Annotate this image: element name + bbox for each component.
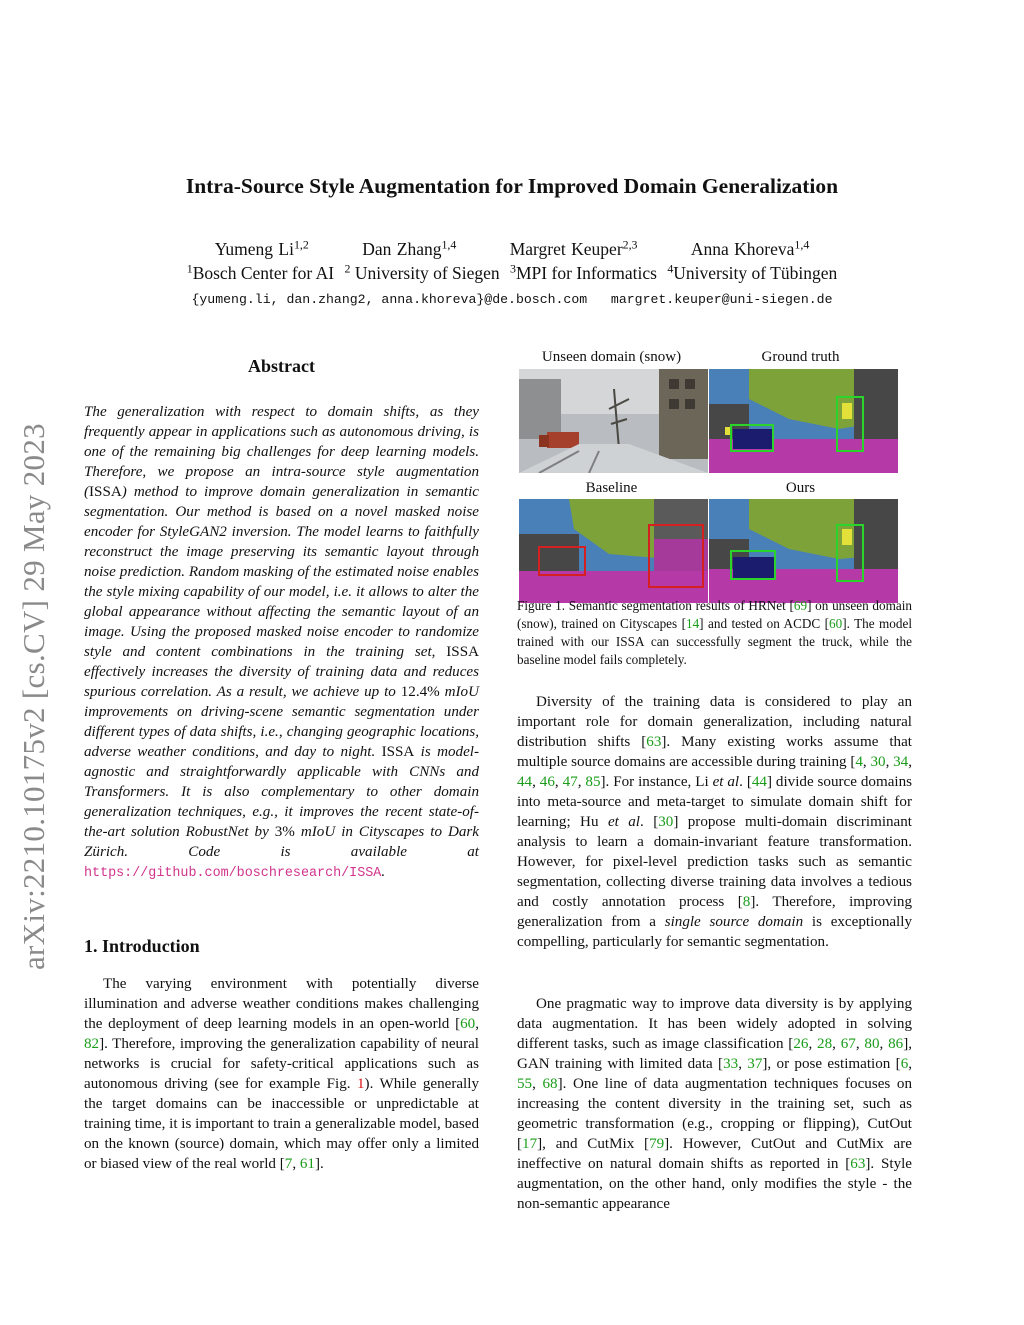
citation-link[interactable]: 63 [646, 734, 662, 750]
author-emails: {yumeng.li, dan.zhang2, anna.khoreva}@de.bosch.com margret.keuper@uni-siegen.de [191, 292, 833, 307]
citation-link[interactable]: 34 [893, 754, 909, 770]
citation-link[interactable]: 14 [685, 616, 700, 631]
affiliation-list [0, 263, 1024, 284]
arxiv-identifier: arXiv:2210.10175v2 [cs.CV] 29 May 2023 [16, 423, 51, 970]
citation-link[interactable]: 30 [870, 754, 886, 770]
citation-link[interactable]: 86 [888, 1036, 904, 1052]
author-list [0, 239, 1024, 260]
citation-link[interactable]: 26 [793, 1036, 809, 1052]
citation-link[interactable]: 85 [585, 774, 601, 790]
paper-title: Intra-Source Style Augmentation for Improved Domain Generalization [185, 174, 839, 198]
figure-panel-label: Ours [785, 480, 816, 496]
figure-panel-label: Unseen domain (snow) [541, 349, 682, 365]
citation-link[interactable]: 37 [747, 1056, 763, 1072]
citation-link[interactable]: 6 [900, 1056, 909, 1072]
figure-caption: Figure 1. Semantic segmentation results of HRNet [69] on unseen domain (snow), trained on Cityscapes [14] and tested on ACDC [60]. The model trained with our ISSA can successfully segment the truck, while the baseline model fails completely. [517, 598, 912, 667]
citation-link[interactable]: 8 [742, 894, 751, 910]
citation-link[interactable]: 63 [850, 1156, 866, 1172]
citation-link[interactable]: 7 [284, 1156, 293, 1172]
author: Dan Zhang$^{1,4}$ [362, 237, 457, 259]
citation-link[interactable]: 69 [793, 598, 808, 613]
figure-panel-label: Ground truth [761, 349, 840, 365]
ours-segmentation [709, 499, 898, 603]
citation-link[interactable]: 17 [522, 1136, 538, 1152]
citation-link[interactable]: 82 [84, 1036, 100, 1052]
figure-panel-label: Baseline [585, 480, 638, 496]
author: Anna Khoreva$^{1,4}$ [690, 237, 810, 259]
affiliation: $^1$Bosch Center for AI [186, 261, 335, 283]
baseline-segmentation [519, 499, 708, 603]
citation-link[interactable]: 55 [517, 1076, 533, 1092]
intro-paragraph: The varying environment with potentially diverse illumination and adverse weather conditions makes challenging the deployment of deep learning models in an open-world [60, 82]. Therefore, improving the generalization capability of neural networks is crucial for safety-critical applications such as autonomous driving (see for example Fig. 1). While generally the target domains can be inaccessible or unpredictable at training time, it is important to train a generalizable model, based on the known (source) domain, which may offer only a limited or biased view of the real world [7, 61]. [84, 976, 479, 1172]
affiliation: $^2$ University of Siegen [344, 261, 500, 283]
body-paragraph: One pragmatic way to improve data diversity is by applying data augmentation. It has been widely adopted in solving different tasks, such as image classification [26, 28, 67, 80, 86], GAN training with limited data [33, 37], or pose estimation [6, 55, 68]. One line of data augmentation techniques focuses on increasing the content diversity in the training set, such as geometric transformation (e.g., cropping or flipping), CutOut [17], and CutMix [79]. However, CutOut and CutMix are ineffective on natural domain shifts as reported in [63]. Style augmentation, on the other hand, only modifies the style - the non-semantic appearance [517, 996, 913, 1212]
citation-link[interactable]: 47 [562, 774, 578, 790]
citation-link[interactable]: 46 [539, 774, 555, 790]
abstract-heading: Abstract [248, 356, 315, 376]
citation-link[interactable]: 4 [855, 754, 863, 770]
affiliation: $^3$MPI for Informatics [510, 261, 657, 283]
code-link[interactable]: https://github.com/boschresearch/ISSA [84, 866, 382, 881]
citation-link[interactable]: 68 [542, 1076, 558, 1092]
affiliation: $^4$University of Tübingen [667, 261, 838, 283]
figure-link[interactable]: 1 [357, 1076, 365, 1092]
citation-link[interactable]: 79 [649, 1136, 665, 1152]
snow-scene-image [519, 369, 708, 473]
citation-link[interactable]: 28 [817, 1036, 833, 1052]
abstract-text: The generalization with respect to domain shifts, as they frequently appear in applications such as autonomous driving, is one of the remaining big challenges for deep learning models. Therefore, we propose an intra-source style augmentation (ISSA) method to improve domain generalization in semantic segmentation. Our method is based on a novel masked noise encoder for StyleGAN2 inversion. The model learns to faithfully reconstruct the image preserving its semantic layout through noise prediction. Random masking of the estimated noise enables the style mixing capability of our model, i.e. it allows to alter the global appearance without affecting the semantic layout of an image. Using the proposed masked noise encoder to randomize style and content combinations in the training set, ISSA effectively increases the diversity of training data and reduces spurious correlation. As a result, we achieve up to 12.4% mIoU improvements on driving-scene semantic segmentation under different types of data shifts, i.e., changing geographic locations, adverse weather conditions, and day to night. ISSA is model-agnostic and straightforwardly applicable with CNNs and Transformers. It is also complementary to other domain generalization techniques, e.g., it improves the recent state-of-the-art solution RobustNet by 3% mIoU in Cityscapes to Dark Zürich. Code is available at https://github.com/boschresearch/ISSA. [84, 404, 480, 881]
citation-link[interactable]: 44 [751, 774, 767, 790]
section-heading: 1. Introduction [84, 936, 200, 956]
ground-truth-segmentation [709, 369, 898, 473]
citation-link[interactable]: 33 [723, 1056, 739, 1072]
citation-link[interactable]: 30 [658, 814, 674, 830]
citation-link[interactable]: 60 [829, 616, 843, 631]
author: Margret Keuper$^{2,3}$ [509, 237, 638, 259]
body-paragraph: Diversity of the training data is considered to play an important role for domain generalization, including natural distribution shifts [63]. Many existing works assume that multiple source domains are accessible during training [4, 30, 34, 44, 46, 47, 85]. For instance, Li et al. [44] divide source domains into meta-source and meta-target to simulate domain shift for learning; Hu et al. [30] propose multi-domain discriminant analysis to learn a domain-invariant feature transformation. However, for pixel-level prediction tasks such as semantic segmentation, collecting diverse training data involves a tedious and costly annotation process [8]. Therefore, improving generalization from a single source domain is exceptionally compelling, particularly for semantic segmentation. [517, 694, 913, 950]
citation-link[interactable]: 67 [840, 1036, 856, 1052]
citation-link[interactable]: 80 [864, 1036, 880, 1052]
citation-link[interactable]: 61 [299, 1156, 315, 1172]
author: Yumeng Li$^{1,2}$ [214, 237, 309, 259]
citation-link[interactable]: 60 [460, 1016, 476, 1032]
citation-link[interactable]: 44 [517, 774, 533, 790]
